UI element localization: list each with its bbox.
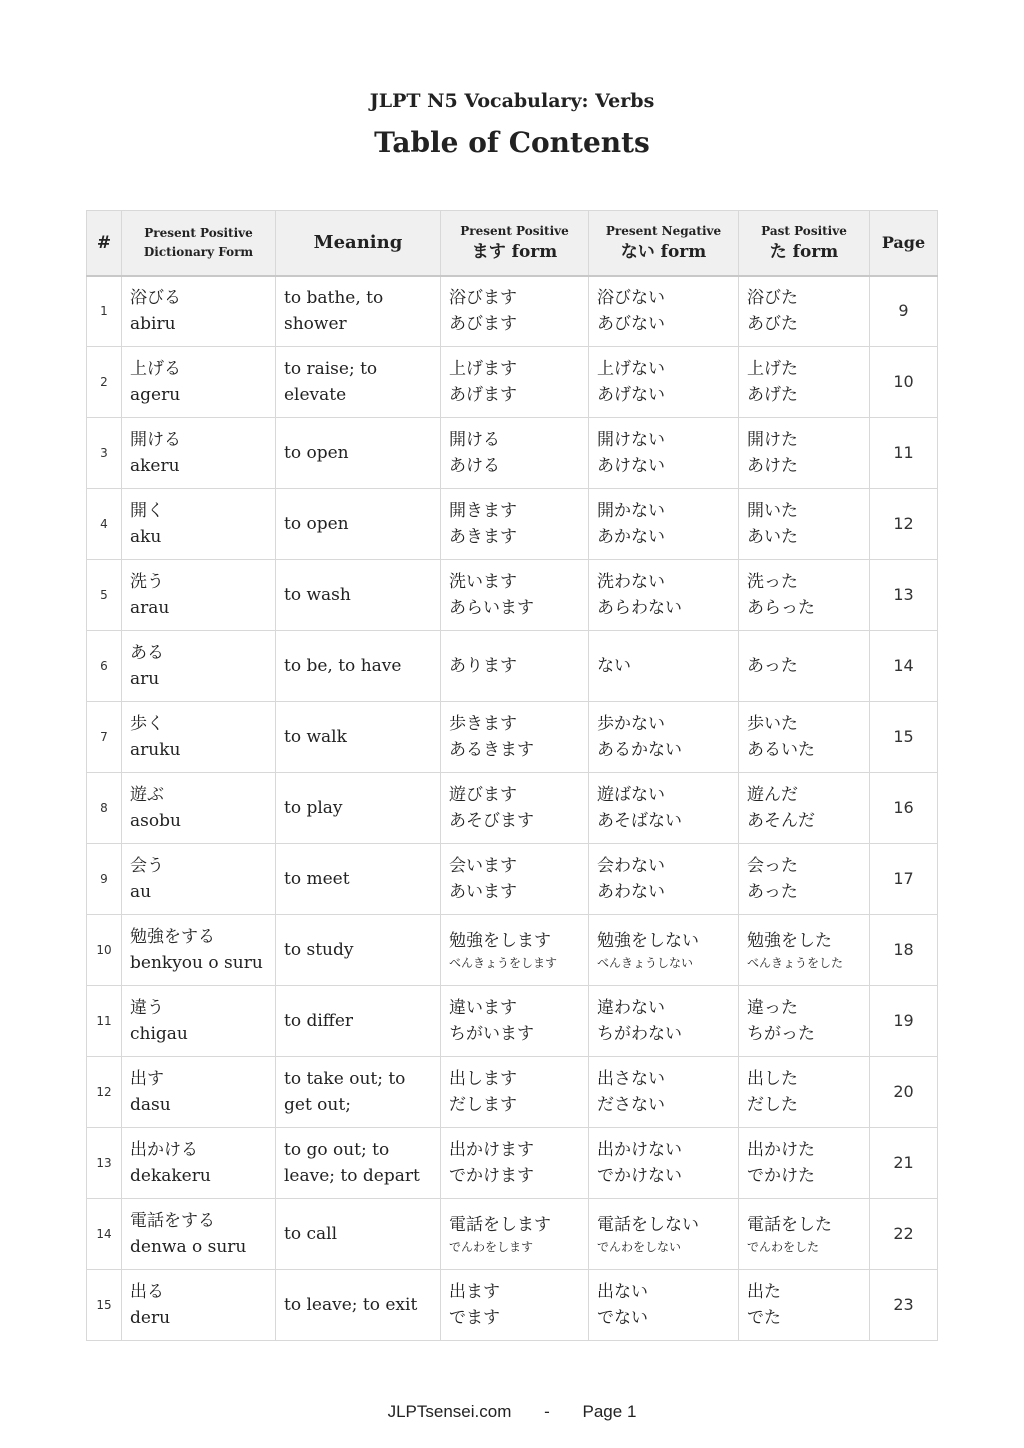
masu-form: 上げます [449, 359, 517, 379]
row-number: 5 [87, 560, 122, 631]
romaji: aruku [130, 740, 181, 760]
row-number: 10 [87, 915, 122, 986]
cell-meaning [276, 560, 441, 631]
masu-form: 会います [449, 856, 517, 876]
nai-form-kana: あらわない [597, 598, 682, 618]
cell-nai-form [589, 631, 739, 702]
cell-dictionary-form [122, 631, 276, 702]
masu-form-kana: でんわをします [449, 1240, 534, 1254]
cell-meaning [276, 418, 441, 489]
cell-masu-form [441, 702, 589, 773]
table-row [87, 347, 938, 418]
cell-meaning [276, 986, 441, 1057]
cell-meaning [276, 631, 441, 702]
cell-dictionary-form [122, 1270, 276, 1341]
cell-nai-form [589, 773, 739, 844]
masu-form-kana: あらいます [449, 598, 534, 618]
nai-form-kana: でんわをしない [597, 1240, 682, 1254]
masu-form: 出かけます [449, 1140, 534, 1160]
nai-form-kana: でない [597, 1308, 648, 1328]
cell-masu-form [441, 1270, 589, 1341]
cell-masu-form [441, 489, 589, 560]
header-masu-form [441, 211, 589, 276]
cell-nai-form [589, 1057, 739, 1128]
meaning: to differ [284, 1011, 354, 1031]
page-number: 17 [870, 844, 938, 915]
table-row [87, 702, 938, 773]
ta-form-kana: あびた [747, 314, 798, 335]
page-number: 11 [870, 418, 938, 489]
cell-dictionary-form [122, 418, 276, 489]
ta-form: 洗った [747, 572, 798, 592]
nai-form: 開かない [597, 501, 665, 521]
cell-dictionary-form [122, 1128, 276, 1199]
cell-meaning [276, 844, 441, 915]
nai-form-kana: でかけない [597, 1166, 682, 1186]
ta-form-kana: あるいた [747, 740, 815, 760]
row-number: 2 [87, 347, 122, 418]
masu-form-kana: あける [449, 456, 500, 476]
cell-meaning [276, 489, 441, 560]
footer-site: JLPTsensei.com [387, 1402, 512, 1421]
header-number: # [87, 211, 122, 276]
cell-ta-form [739, 1270, 870, 1341]
masu-form: 浴びます [449, 288, 517, 309]
table-row [87, 915, 938, 986]
page-footer [0, 1402, 1024, 1422]
footer-separator: - [544, 1402, 550, 1421]
ta-form: 違った [747, 998, 798, 1018]
dictionary-form: 上げる [130, 359, 181, 379]
masu-form-kana: でかけます [449, 1166, 534, 1186]
cell-masu-form [441, 844, 589, 915]
row-number: 4 [87, 489, 122, 560]
cell-ta-form [739, 1199, 870, 1270]
nai-form: 電話をしない [597, 1215, 699, 1235]
cell-nai-form [589, 1128, 739, 1199]
cell-nai-form [589, 1199, 739, 1270]
masu-form-kana: あるきます [449, 740, 534, 760]
meaning: to meet [284, 869, 350, 889]
masu-form: 開ける [449, 430, 500, 450]
dictionary-form: 遊ぶ [130, 785, 164, 805]
cell-dictionary-form [122, 489, 276, 560]
cell-ta-form [739, 773, 870, 844]
romaji: abiru [130, 314, 176, 335]
header-masu-form-line2: ます form [471, 242, 558, 263]
nai-form: 出かけない [597, 1140, 682, 1160]
masu-form: 開きます [449, 501, 517, 521]
cell-meaning [276, 1199, 441, 1270]
cell-ta-form [739, 986, 870, 1057]
table-row [87, 489, 938, 560]
cell-masu-form [441, 986, 589, 1057]
table-row [87, 1199, 938, 1270]
ta-form-kana: でかけた [747, 1166, 815, 1186]
ta-form-kana: でた [747, 1308, 781, 1328]
nai-form-kana: あびない [597, 314, 665, 335]
nai-form: 会わない [597, 856, 665, 876]
cell-ta-form [739, 1128, 870, 1199]
cell-ta-form [739, 631, 870, 702]
table-header-row [87, 211, 938, 276]
cell-ta-form [739, 347, 870, 418]
nai-form: ない [597, 656, 631, 676]
table-row [87, 773, 938, 844]
ta-form: 勉強をした [747, 931, 832, 951]
cell-ta-form [739, 1057, 870, 1128]
page-number: 22 [870, 1199, 938, 1270]
cell-nai-form [589, 1270, 739, 1341]
cell-meaning [276, 1270, 441, 1341]
meaning: to bathe, to shower [284, 288, 384, 335]
cell-nai-form [589, 347, 739, 418]
masu-form: 勉強をします [449, 931, 551, 951]
ta-form-kana: あけた [747, 456, 798, 476]
cell-masu-form [441, 1128, 589, 1199]
cell-dictionary-form [122, 347, 276, 418]
page-number: 9 [870, 276, 938, 347]
page-number: 15 [870, 702, 938, 773]
ta-form: 開けた [747, 430, 798, 450]
header-nai-form-line2: ない form [620, 242, 707, 263]
masu-form-kana: あそびます [449, 811, 534, 831]
row-number: 6 [87, 631, 122, 702]
masu-form-kana: あきます [449, 527, 517, 547]
page-number: 13 [870, 560, 938, 631]
ta-form-kana: あげた [747, 385, 798, 405]
meaning: to be, to have [284, 656, 402, 676]
page-title: Table of Contents [374, 126, 650, 159]
table-row [87, 1057, 938, 1128]
table-row [87, 1270, 938, 1341]
row-number: 13 [87, 1128, 122, 1199]
vocabulary-table [86, 210, 938, 1341]
nai-form: 洗わない [597, 572, 665, 592]
masu-form: 遊びます [449, 785, 517, 805]
meaning: to study [284, 940, 354, 960]
cell-masu-form [441, 560, 589, 631]
nai-form: 上げない [597, 359, 665, 379]
romaji: dasu [130, 1095, 171, 1115]
nai-form-kana: あるかない [597, 740, 682, 760]
nai-form-kana: あげない [597, 385, 665, 405]
ta-form: 出かけた [747, 1140, 815, 1160]
dictionary-form: 違う [130, 998, 164, 1018]
nai-form-kana: あかない [597, 527, 665, 547]
table-row [87, 418, 938, 489]
footer-page-number: Page 1 [582, 1402, 637, 1421]
page-number: 12 [870, 489, 938, 560]
row-number: 8 [87, 773, 122, 844]
header-dictionary-form-line2: Dictionary Form [143, 244, 254, 259]
ta-form-kana: ちがった [747, 1024, 815, 1044]
header-nai-form-line1: Present Negative [605, 224, 722, 239]
nai-form-kana: ださない [597, 1095, 665, 1115]
romaji: dekakeru [130, 1166, 211, 1186]
ta-form: 遊んだ [747, 785, 798, 805]
meaning: to walk [284, 727, 347, 747]
cell-nai-form [589, 986, 739, 1057]
table-row [87, 986, 938, 1057]
meaning: to open [284, 443, 349, 463]
masu-form: 洗います [449, 572, 517, 592]
row-number: 9 [87, 844, 122, 915]
cell-dictionary-form [122, 1057, 276, 1128]
meaning: to call [284, 1224, 338, 1244]
page-number: 21 [870, 1128, 938, 1199]
masu-form: 出ます [449, 1282, 500, 1302]
nai-form: 浴びない [597, 288, 665, 309]
nai-form-kana: ちがわない [597, 1024, 682, 1044]
romaji: aru [130, 669, 160, 689]
romaji: arau [130, 598, 170, 618]
cell-ta-form [739, 418, 870, 489]
ta-form: 会った [747, 856, 798, 876]
nai-form: 出ない [597, 1282, 648, 1302]
nai-form-kana: あけない [597, 456, 665, 476]
cell-masu-form [441, 1199, 589, 1270]
cell-ta-form [739, 489, 870, 560]
meaning: to go out; to leave; to depart [284, 1140, 420, 1186]
ta-form-kana: あった [747, 882, 798, 902]
ta-form-kana: べんきょうをした [747, 956, 844, 970]
cell-masu-form [441, 347, 589, 418]
dictionary-form: 電話をする [130, 1211, 215, 1231]
page-number: 20 [870, 1057, 938, 1128]
cell-dictionary-form [122, 844, 276, 915]
cell-meaning [276, 1057, 441, 1128]
header-meaning: Meaning [276, 211, 441, 276]
cell-dictionary-form [122, 560, 276, 631]
dictionary-form: 開く [130, 501, 164, 521]
cell-ta-form [739, 844, 870, 915]
meaning: to play [284, 798, 343, 818]
dictionary-form: 出かける [130, 1140, 198, 1160]
dictionary-form: 洗う [130, 572, 164, 592]
cell-meaning [276, 915, 441, 986]
document-subtitle: JLPT N5 Vocabulary: Verbs [369, 90, 655, 112]
nai-form-kana: あそばない [597, 811, 682, 831]
nai-form: 開けない [597, 430, 665, 450]
masu-form: 歩きます [449, 714, 517, 734]
meaning: to leave; to exit [284, 1295, 418, 1315]
ta-form-kana: だした [747, 1095, 798, 1115]
nai-form: 勉強をしない [597, 931, 699, 951]
nai-form: 歩かない [597, 714, 665, 734]
cell-dictionary-form [122, 915, 276, 986]
ta-form: 開いた [747, 501, 798, 521]
ta-form: 上げた [747, 359, 798, 379]
nai-form-kana: あわない [597, 882, 665, 902]
dictionary-form: 出る [130, 1282, 164, 1302]
cell-nai-form [589, 915, 739, 986]
nai-form: 遊ばない [597, 785, 665, 805]
meaning: to open [284, 514, 349, 534]
header-page: Page [870, 211, 938, 276]
meaning: to take out; to get out; [284, 1069, 406, 1115]
cell-masu-form [441, 1057, 589, 1128]
row-number: 7 [87, 702, 122, 773]
ta-form: 浴びた [747, 288, 798, 309]
dictionary-form: 浴びる [130, 288, 181, 309]
dictionary-form: 出す [130, 1069, 164, 1089]
cell-ta-form [739, 560, 870, 631]
cell-masu-form [441, 418, 589, 489]
cell-meaning [276, 702, 441, 773]
masu-form: 違います [449, 998, 517, 1018]
cell-masu-form [441, 773, 589, 844]
header-dictionary-form [122, 211, 276, 276]
cell-meaning [276, 773, 441, 844]
cell-ta-form [739, 702, 870, 773]
romaji: benkyou o suru [130, 953, 263, 973]
nai-form: 違わない [597, 998, 665, 1018]
masu-form-kana: べんきょうをします [449, 956, 558, 970]
page-number: 14 [870, 631, 938, 702]
ta-form-kana: あそんだ [747, 811, 815, 831]
row-number: 15 [87, 1270, 122, 1341]
table-row [87, 276, 938, 347]
cell-ta-form [739, 915, 870, 986]
table-row [87, 1128, 938, 1199]
header-ta-form-line2: た form [769, 242, 839, 263]
ta-form: 電話をした [747, 1215, 832, 1235]
masu-form-kana: あげます [449, 385, 517, 405]
romaji: chigau [130, 1024, 188, 1044]
cell-nai-form [589, 844, 739, 915]
romaji: denwa o suru [130, 1237, 247, 1257]
ta-form-kana: でんわをした [747, 1240, 820, 1254]
table-row [87, 844, 938, 915]
ta-form: 出た [747, 1282, 781, 1302]
ta-form-kana: あいた [747, 527, 798, 547]
dictionary-form: 歩く [130, 714, 164, 734]
masu-form-kana: あいます [449, 882, 517, 902]
masu-form: 電話をします [449, 1215, 551, 1235]
dictionary-form: ある [130, 643, 164, 663]
dictionary-form: 開ける [130, 430, 181, 450]
table-row [87, 560, 938, 631]
cell-dictionary-form [122, 702, 276, 773]
page-number: 16 [870, 773, 938, 844]
table-row [87, 631, 938, 702]
cell-nai-form [589, 489, 739, 560]
romaji: asobu [130, 811, 181, 831]
romaji: deru [130, 1308, 171, 1328]
cell-ta-form [739, 276, 870, 347]
cell-meaning [276, 276, 441, 347]
ta-form: 歩いた [747, 714, 798, 734]
page-number: 23 [870, 1270, 938, 1341]
cell-nai-form [589, 560, 739, 631]
nai-form: 出さない [597, 1069, 665, 1089]
masu-form-kana: でます [449, 1308, 500, 1328]
row-number: 1 [87, 276, 122, 347]
header-ta-form [739, 211, 870, 276]
header-ta-form-line1: Past Positive [761, 224, 847, 239]
row-number: 11 [87, 986, 122, 1057]
cell-dictionary-form [122, 986, 276, 1057]
page-number: 19 [870, 986, 938, 1057]
cell-meaning [276, 1128, 441, 1199]
nai-form-kana: べんきょうしない [597, 956, 694, 970]
masu-form-kana: だします [449, 1095, 517, 1115]
masu-form-kana: あびます [449, 314, 517, 335]
row-number: 14 [87, 1199, 122, 1270]
cell-nai-form [589, 418, 739, 489]
masu-form: 出します [449, 1069, 517, 1089]
cell-masu-form [441, 915, 589, 986]
header-dictionary-form-line1: Present Positive [144, 225, 253, 240]
cell-nai-form [589, 702, 739, 773]
page-number: 18 [870, 915, 938, 986]
romaji: ageru [130, 385, 181, 405]
masu-form-kana: ちがいます [449, 1024, 534, 1044]
header-nai-form [589, 211, 739, 276]
masu-form: あります [449, 656, 517, 676]
meaning: to raise; to elevate [284, 359, 378, 405]
cell-nai-form [589, 276, 739, 347]
cell-masu-form [441, 276, 589, 347]
cell-dictionary-form [122, 1199, 276, 1270]
ta-form: 出した [747, 1069, 798, 1089]
romaji: aku [130, 527, 162, 547]
cell-dictionary-form [122, 276, 276, 347]
dictionary-form: 勉強をする [130, 927, 215, 947]
romaji: akeru [130, 456, 180, 476]
cell-meaning [276, 347, 441, 418]
page-number: 10 [870, 347, 938, 418]
romaji: au [130, 882, 152, 902]
ta-form: あった [747, 656, 798, 676]
row-number: 3 [87, 418, 122, 489]
meaning: to wash [284, 585, 351, 605]
ta-form-kana: あらった [747, 598, 815, 618]
cell-dictionary-form [122, 773, 276, 844]
row-number: 12 [87, 1057, 122, 1128]
cell-masu-form [441, 631, 589, 702]
dictionary-form: 会う [130, 856, 164, 876]
header-masu-form-line1: Present Positive [460, 224, 569, 239]
